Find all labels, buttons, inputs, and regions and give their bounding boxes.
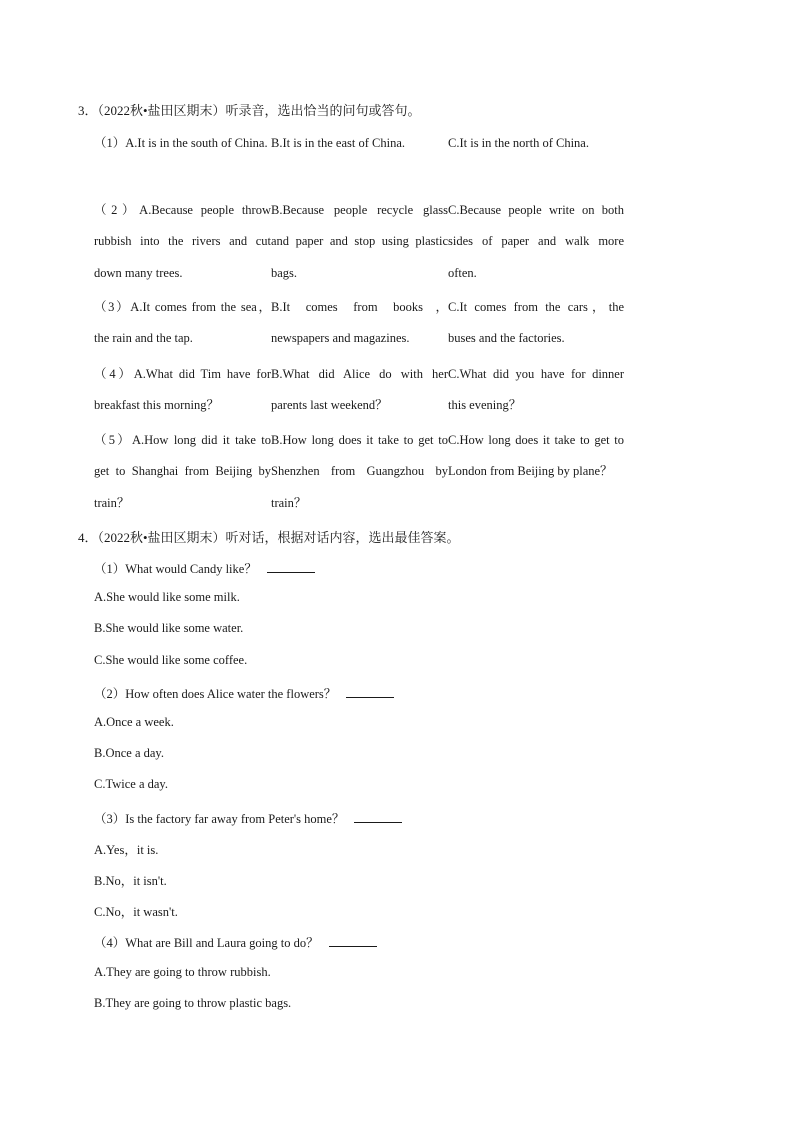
- q3-item-5: [94, 425, 624, 519]
- q3-item-3: [94, 292, 624, 355]
- q4-q2-option-b: B.Once a day.: [94, 746, 164, 760]
- q3-item-1-option-b: B.It is in the east of China.: [271, 136, 406, 150]
- q3-item-1-option-a: （1）A.It is in the south of China.: [94, 136, 268, 150]
- q4-header: 4．（2022秋•盐田区期末）听对话，根据对话内容，选出最佳答案。: [78, 530, 460, 545]
- q3-item-5-option-a: （5）A.How long did it take to get to Shanghai from Beijing by train？: [94, 433, 271, 510]
- q3-item-5-option-c: C.How long does it take to get to London from Beijing by plane？: [448, 433, 624, 479]
- q3-header: 3．（2022秋•盐田区期末）听录音，选出恰当的问句或答句。: [78, 103, 421, 118]
- q3-item-3-option-a: （3）A.It comes from the sea，the rain and the tap.: [94, 300, 271, 346]
- q4-q1-option-b: B.She would like some water.: [94, 621, 244, 635]
- q3-item-4-option-b: B.What did Alice do with her parents last weekend？: [271, 367, 448, 413]
- q4-question-1-text: （1）What would Candy like？: [94, 562, 257, 576]
- q4-q1-option-c: C.She would like some coffee.: [94, 653, 248, 667]
- q4-question-1: [94, 559, 315, 577]
- q3-item-4-option-c: C.What did you have for dinner this evening？: [448, 367, 624, 413]
- q3-item-2-option-b: B.Because people recycle glass and paper and stop using plastic bags.: [271, 203, 448, 280]
- q3-item-3-option-b: B.It comes from books，newspapers and magazines.: [271, 300, 448, 346]
- q3-item-4-option-a: （4）A.What did Tim have for breakfast this morning？: [94, 367, 271, 413]
- q3-item-1: [94, 128, 624, 159]
- q4-q2-option-a: A.Once a week.: [94, 715, 174, 729]
- q4-q1-option-a: A.She would like some milk.: [94, 590, 240, 604]
- q3-item-3-option-c: C.It comes from the cars，the buses and the factories.: [448, 300, 624, 346]
- answer-blank[interactable]: [267, 560, 315, 573]
- q4-q3-option-b: B.No，it isn't.: [94, 874, 167, 888]
- answer-blank[interactable]: [329, 934, 377, 947]
- q4-q3-option-c: C.No，it wasn't.: [94, 905, 178, 919]
- answer-blank[interactable]: [354, 810, 402, 823]
- q4-question-3-text: （3）Is the factory far away from Peter's home？: [94, 812, 345, 826]
- q3-item-1-option-c: C.It is in the north of China.: [448, 136, 589, 150]
- q3-item-2-option-a: （2）A.Because people throw rubbish into the rivers and cut down many trees.: [94, 203, 271, 280]
- q4-question-3: [94, 809, 402, 827]
- answer-blank[interactable]: [346, 685, 394, 698]
- q4-q2-option-c: C.Twice a day.: [94, 777, 168, 791]
- q3-item-4: [94, 359, 624, 422]
- q3-item-2: [94, 195, 624, 289]
- q4-q4-option-a: A.They are going to throw rubbish.: [94, 965, 271, 979]
- q4-question-2: [94, 684, 394, 702]
- q3-item-2-option-c: C.Because people write on both sides of paper and walk more often.: [448, 203, 624, 280]
- q4-q4-option-b: B.They are going to throw plastic bags.: [94, 996, 292, 1010]
- q4-q3-option-a: A.Yes，it is.: [94, 843, 159, 857]
- q4-question-2-text: （2）How often does Alice water the flowers？: [94, 687, 337, 701]
- q3-item-5-option-b: B.How long does it take to get to Shenzhen from Guangzhou by train？: [271, 433, 448, 510]
- q4-question-4: [94, 933, 377, 951]
- q4-question-4-text: （4）What are Bill and Laura going to do？: [94, 936, 319, 950]
